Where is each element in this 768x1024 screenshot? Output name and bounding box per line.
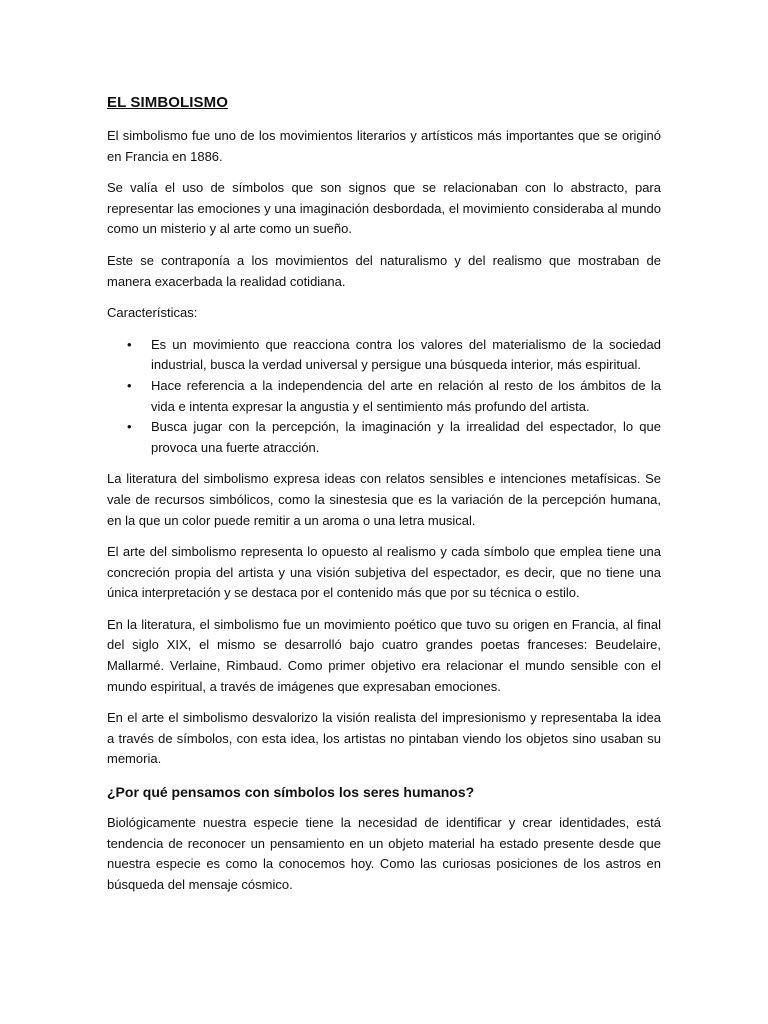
list-item-text: Busca jugar con la percepción, la imaginación y la irrealidad del espectador, lo que provoca una fuerte atracción. xyxy=(151,419,661,455)
bullet-icon: • xyxy=(127,377,132,393)
features-list xyxy=(107,335,661,459)
list-item xyxy=(127,417,661,458)
bullet-icon: • xyxy=(127,419,132,435)
art-paragraph: El arte del simbolismo representa lo opuesto al realismo y cada símbolo que emplea tiene una concreción propia del artista y una visión subjetiva del espectador, es decir, que no tiene una única interpretación y se destaca por el contenido más que por su técnica o estilo. xyxy=(107,544,661,601)
list-item xyxy=(127,335,661,376)
contrast-paragraph: Este se contraponía a los movimientos del naturalismo y del realismo que mostraban de manera exacerbada la realidad cotidiana. xyxy=(107,252,661,289)
literature-paragraph: La literatura del simbolismo expresa ideas con relatos sensibles e intenciones metafísicas. Se vale de recursos simbólicos, como la sinestesia que es la variación de la percepción humana, en la que un color puede remitir a un aroma o una letra musical. xyxy=(107,471,661,528)
features-heading: Características: xyxy=(107,305,198,321)
list-item-text: Es un movimiento que reacciona contra los valores del materialismo de la sociedad industrial, busca la verdad universal y persigue una búsqueda interior, más espiritual. xyxy=(151,336,661,373)
list-item-text: Hace referencia a la independencia del arte en relación al resto de los ámbitos de la vida e intenta expresar la angustia y el sentimiento más profundo del artista. xyxy=(151,377,661,414)
biology-paragraph: Biológicamente nuestra especie tiene la necesidad de identificar y crear identidades, está tendencia de reconocer un pensamiento en un objeto material ha estado presente desde que nuestra especie es como la conocemos hoy. Como las curiosas posiciones de los astros en búsqueda del mensaje cósmico. xyxy=(107,815,661,892)
bullet-icon: • xyxy=(127,336,132,352)
poets-paragraph: En la literatura, el simbolismo fue un movimiento poético que tuvo su origen en Francia, al final del siglo XIX, el mismo se desarrolló bajo cuatro grandes poetas franceses: Beudelaire, Mallarmé. Verlaine, Rimbaud. Como primer objetivo era relacionar el mundo sensible con el mundo espiritual, a través de imágenes que expresaban emociones. xyxy=(107,616,661,694)
impressionism-paragraph: En el arte el simbolismo desvalorizo la visión realista del impresionismo y representaba la idea a través de símbolos, con esta idea, los artistas no pintaban viendo los objetos sino usaban su memoria. xyxy=(107,710,661,767)
document-title: EL SIMBOLISMO xyxy=(107,94,229,111)
symbols-paragraph: Se valía el uso de símbolos que son signos que se relacionaban con lo abstracto, para representar las emociones y una imaginación desbordada, el movimiento consideraba al mundo como un misterio y al arte como un sueño. xyxy=(107,180,661,237)
section-subheading: ¿Por qué pensamos con símbolos los seres humanos? xyxy=(107,784,475,801)
list-item xyxy=(127,376,661,417)
intro-paragraph: El simbolismo fue uno de los movimientos literarios y artísticos más importantes que se originó en Francia en 1886. xyxy=(107,128,661,164)
